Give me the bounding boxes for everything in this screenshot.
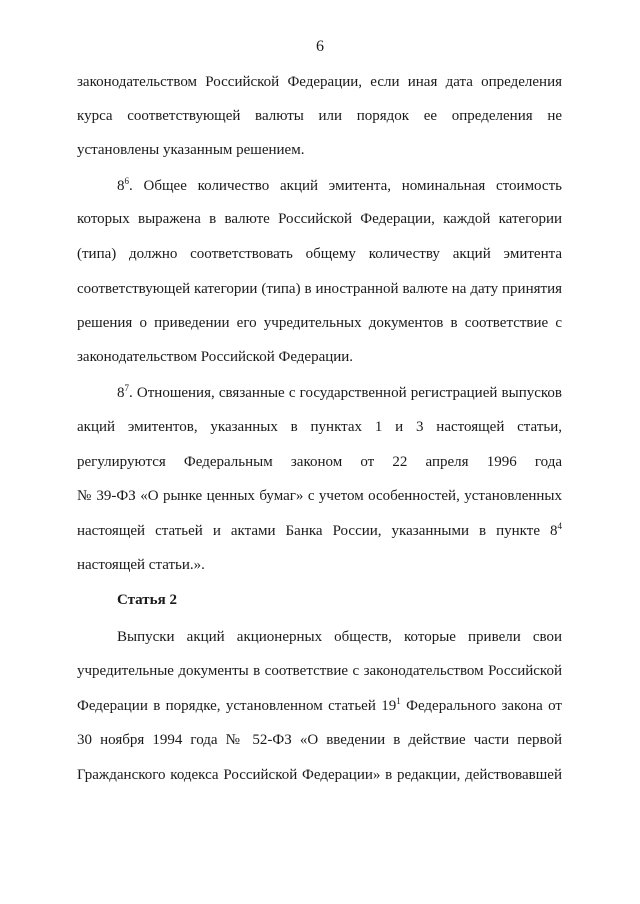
text-line: законодательством Российской Федерации, если иная дата определения	[77, 74, 562, 90]
page-number: 6	[316, 38, 324, 55]
text-line: настоящей статьей и актами Банка России, указанными в пункте $8^4$	[77, 521, 562, 539]
text-line: Выпуски акций акционерных обществ, которые привели свои	[117, 629, 562, 645]
superscript: 4	[557, 521, 562, 531]
text-line: $8^6$. Общее количество акций эмитента, номинальная стоимость	[117, 176, 562, 194]
text-line: $8^7$. Отношения, связанные с государственной регистрацией выпусков	[117, 383, 562, 401]
text-line: учредительные документы в соответствие с законодательством Российской	[77, 663, 562, 679]
text-line: Федерации в порядке, установленном статьей $19^1$ Федерального закона от	[77, 696, 562, 714]
text-line: установлены указанным решением.	[77, 142, 305, 158]
text-line: которых выражена в валюте Российской Федерации, каждой категории	[77, 211, 562, 227]
text-line: Гражданского кодекса Российской Федерации» в редакции, действовавшей	[77, 767, 562, 783]
text-line: акций эмитентов, указанных в пунктах 1 и 3 настоящей статьи,	[77, 419, 562, 435]
superscript: 6	[124, 176, 129, 186]
text-line: курса соответствующей валюты или порядок ее определения не	[77, 108, 562, 124]
superscript: 1	[396, 696, 401, 706]
text-line: регулируются Федеральным законом от 22 апреля 1996 года	[77, 454, 562, 470]
text-line: № 39-ФЗ «О рынке ценных бумаг» с учетом особенностей, установленных	[77, 488, 562, 504]
text-line: (типа) должно соответствовать общему количеству акций эмитента	[77, 246, 562, 262]
text-line: соответствующей категории (типа) в иностранной валюте на дату принятия	[77, 281, 562, 297]
text-line: решения о приведении его учредительных документов в соответствие с	[77, 315, 562, 331]
text-line: настоящей статьи.».	[77, 557, 205, 573]
text-line: законодательством Российской Федерации.	[77, 349, 354, 365]
article-heading: Статья 2	[117, 592, 177, 608]
text-line: 30 ноября 1994 года № 52-ФЗ «О введении в действие части первой	[77, 732, 562, 748]
superscript: 7	[124, 383, 129, 393]
